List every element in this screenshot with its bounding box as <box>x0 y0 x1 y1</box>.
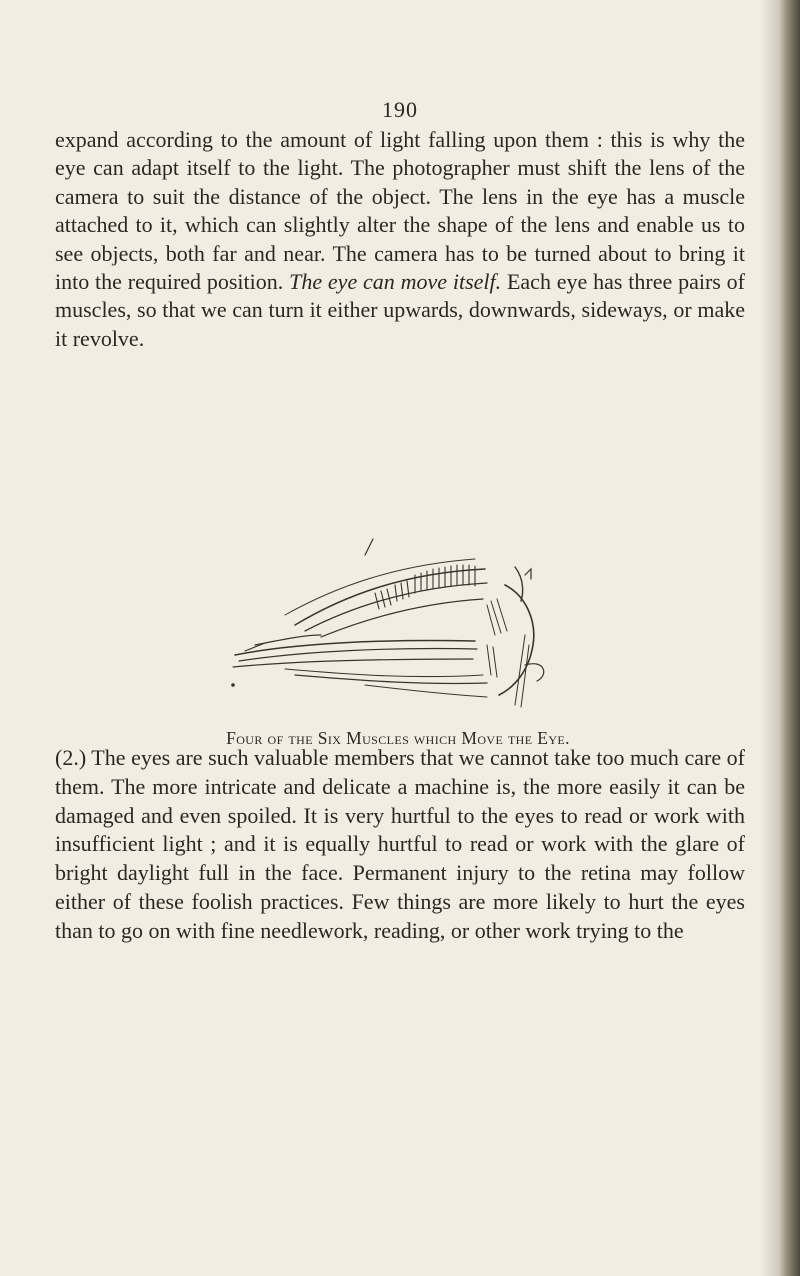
eye-muscles-illustration <box>225 535 595 715</box>
paragraph-1-text-end: Each eye has three pairs of muscles, so that we can turn it either upwards, downwards, sideways, or make it revolve. <box>55 269 745 351</box>
figure-caption: Four of the Six Muscles which Move the Eye. <box>226 728 570 748</box>
page-number: 190 <box>382 97 418 122</box>
page-gutter-shadow <box>760 0 778 1276</box>
book-spine-edge <box>778 0 800 1276</box>
paragraph-2: (2.) The eyes are such valuable members that we cannot take too much care of them. The more intricate and delicate a machine is, the more easily it can be damaged and even spoiled. It is very hurtful to the eyes to read or work with insufficient light ; and it is equally hurtful to read or work with the glare of bright daylight full in the face. Permanent injury to the retina may follow either of these foolish practices. Few things are more likely to hurt the eyes than to go on with fine needlework, reading, or other work trying to the <box>55 745 745 943</box>
paragraph-1-italic-sentence: The eye can move itself. <box>289 269 502 295</box>
paragraph-1-text-start: expand according to the amount of light falling upon them : this is why the eye can adapt itself to the light. The photographer must shift the lens of the camera to suit the distance of the object. The lens in the eye has a muscle attached to it, which can slightly alter the shape of the lens and enable us to see objects, both far and near. The camera has to be turned about to bring it into the required position. <box>55 127 745 295</box>
paragraph-1 <box>55 126 745 353</box>
